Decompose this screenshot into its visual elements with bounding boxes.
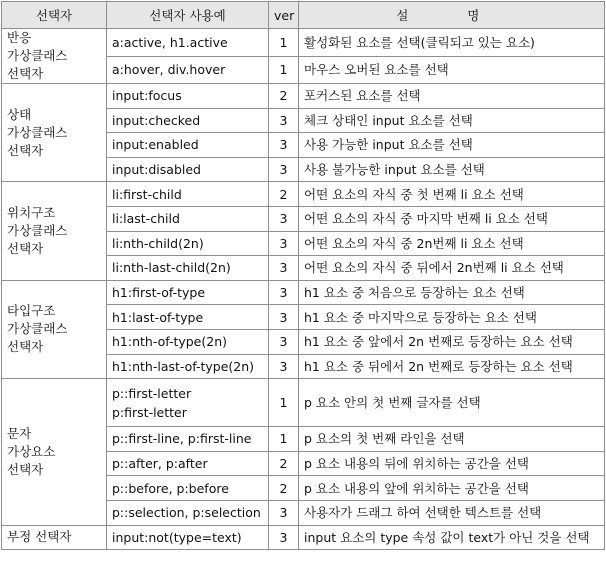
table-row (2, 84, 605, 109)
description-cell: p 요소 내용의 앞에 위치하는 공간을 선택 (299, 476, 605, 501)
group-name-cell: 부정 선택자 (2, 525, 107, 550)
description-cell: 어떤 요소의 자식 중 뒤에서 2n번째 li 요소 선택 (299, 256, 605, 281)
group-name-cell: 문자 가상요소 선택자 (2, 379, 107, 525)
group-name-cell: 상태 가상클래스 선택자 (2, 84, 107, 182)
table-row (2, 525, 605, 550)
table-row (2, 379, 605, 427)
header-example: 선택자 사용예 (107, 2, 269, 29)
version-cell: 3 (269, 206, 299, 231)
version-cell: 1 (269, 29, 299, 57)
version-cell: 2 (269, 84, 299, 109)
description-cell: 체크 상태인 input 요소를 선택 (299, 108, 605, 133)
version-cell: 2 (269, 182, 299, 207)
version-cell: 1 (269, 56, 299, 84)
version-cell: 3 (269, 231, 299, 256)
table-row (2, 182, 605, 207)
selector-example-cell: input:focus (107, 84, 269, 109)
selector-example-cell: h1:first-of-type (107, 280, 269, 305)
version-cell: 3 (269, 133, 299, 158)
table-row (2, 29, 605, 57)
description-cell: 사용 불가능한 input 요소를 선택 (299, 157, 605, 182)
table-body (2, 29, 605, 550)
selector-example-cell: h1:last-of-type (107, 305, 269, 330)
description-cell: p 요소 안의 첫 번째 글자를 선택 (299, 379, 605, 427)
selector-example-cell: input:disabled (107, 157, 269, 182)
selector-example-cell: li:first-child (107, 182, 269, 207)
description-cell: 어떤 요소의 자식 중 2n번째 li 요소 선택 (299, 231, 605, 256)
selector-example-cell: a:hover, div.hover (107, 56, 269, 84)
header-row (2, 2, 605, 29)
description-cell: 포커스된 요소를 선택 (299, 84, 605, 109)
description-cell: 어떤 요소의 자식 중 마지막 번째 li 요소 선택 (299, 206, 605, 231)
description-cell: h1 요소 중 마지막으로 등장하는 요소 선택 (299, 305, 605, 330)
selector-table (1, 1, 605, 550)
selector-example-cell: input:checked (107, 108, 269, 133)
selector-example-cell: input:not(type=text) (107, 525, 269, 550)
selector-example-cell: p::before, p:before (107, 476, 269, 501)
selector-example-cell: li:nth-child(2n) (107, 231, 269, 256)
version-cell: 3 (269, 329, 299, 354)
description-cell: h1 요소 중 처음으로 등장하는 요소 선택 (299, 280, 605, 305)
version-cell: 1 (269, 427, 299, 452)
group-name-cell: 반응 가상클래스 선택자 (2, 29, 107, 84)
selector-example-cell: a:active, h1.active (107, 29, 269, 57)
selector-example-cell: h1:nth-last-of-type(2n) (107, 354, 269, 379)
description-cell: 마우스 오버된 요소를 선택 (299, 56, 605, 84)
selector-example-cell: p::first-letter p:first-letter (107, 379, 269, 427)
description-cell: 어떤 요소의 자식 중 첫 번째 li 요소 선택 (299, 182, 605, 207)
version-cell: 3 (269, 108, 299, 133)
version-cell: 3 (269, 157, 299, 182)
table-row (2, 280, 605, 305)
description-cell: p 요소 내용의 뒤에 위치하는 공간을 선택 (299, 451, 605, 476)
version-cell: 3 (269, 354, 299, 379)
version-cell: 2 (269, 451, 299, 476)
description-cell: input 요소의 type 속성 값이 text가 아닌 것을 선택 (299, 525, 605, 550)
version-cell: 3 (269, 256, 299, 281)
header-ver: ver (269, 2, 299, 29)
description-cell: 활성화된 요소를 선택(클릭되고 있는 요소) (299, 29, 605, 57)
version-cell: 1 (269, 379, 299, 427)
description-cell: h1 요소 중 앞에서 2n 번째로 등장하는 요소 선택 (299, 329, 605, 354)
version-cell: 3 (269, 305, 299, 330)
header-selector: 선택자 (2, 2, 107, 29)
selector-example-cell: p::first-line, p:first-line (107, 427, 269, 452)
selector-example-cell: input:enabled (107, 133, 269, 158)
version-cell: 3 (269, 525, 299, 550)
version-cell: 3 (269, 280, 299, 305)
description-cell: 사용자가 드래그 하여 선택한 텍스트를 선택 (299, 500, 605, 525)
version-cell: 2 (269, 476, 299, 501)
description-cell: 사용 가능한 input 요소를 선택 (299, 133, 605, 158)
selector-example-cell: p::selection, p:selection (107, 500, 269, 525)
description-cell: p 요소의 첫 번째 라인을 선택 (299, 427, 605, 452)
selector-example-cell: li:nth-last-child(2n) (107, 256, 269, 281)
selector-example-cell: li:last-child (107, 206, 269, 231)
group-name-cell: 타입구조 가상클래스 선택자 (2, 280, 107, 378)
selector-example-cell: p::after, p:after (107, 451, 269, 476)
header-description: 설 명 (299, 2, 605, 29)
group-name-cell: 위치구조 가상클래스 선택자 (2, 182, 107, 280)
version-cell: 3 (269, 500, 299, 525)
description-cell: h1 요소 중 뒤에서 2n 번째로 등장하는 요소 선택 (299, 354, 605, 379)
selector-example-cell: h1:nth-of-type(2n) (107, 329, 269, 354)
